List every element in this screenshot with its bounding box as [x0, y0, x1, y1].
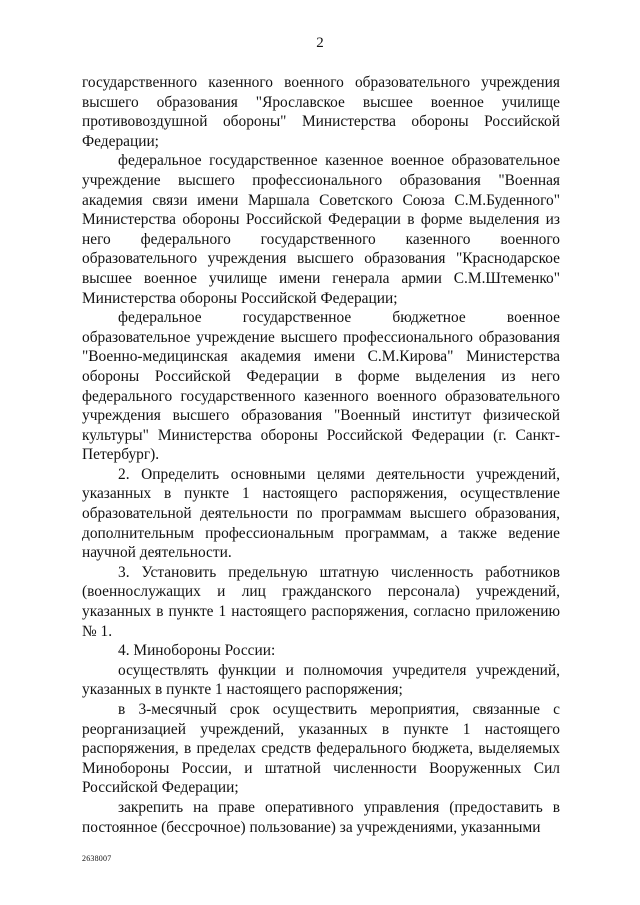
paragraph-8: в 3-месячный срок осуществить мероприятия, связанные с реорганизацией учреждений, указанных в пункте 1 настоящего распоряжения, в пределах средств федерального бюджета, выделяемых Минобороны России, и штатной численности Вооруженных Сил Российской Федерации; [82, 701, 560, 797]
paragraph-1: государственного казенного военного образовательного учреждения высшего образования "Ярославское высшее военное училище противовоздушной обороны" Министерства обороны Российской Федерации; [82, 74, 560, 150]
paragraph-9: закрепить на праве оперативного управления (предоставить в постоянное (бессрочное) пользование) за учреждениями, указанными [82, 798, 560, 836]
paragraph-4: 2. Определить основными целями деятельности учреждений, указанных в пункте 1 настоящего распоряжения, осуществление образовательной деятельности по программам высшего образования, дополнительным профессиональным программам, а также ведение научной деятельности. [82, 465, 560, 562]
document-body [82, 73, 560, 837]
paragraph-6: 4. Минобороны России: [118, 642, 276, 660]
paragraph-2: федеральное государственное казенное военное образовательное учреждение высшего профессионального образования "Военная академия связи имени Маршала Советского Союза С.М.Буденного" Министерства обороны Российской Федерации в форме выделения из него федерального государственного казенного военного образовательного учреждения высшего образования "Краснодарское высшее военное училище имени генерала армии С.М.Штеменко" Министерства обороны Российской Федерации; [82, 152, 560, 307]
page-number: 2 [316, 35, 324, 51]
paragraph-5: 3. Установить предельную штатную численность работников (военнослужащих и лиц гражданского персонала) учреждений, указанных в пункте 1 настоящего распоряжения, согласно приложению № 1. [82, 563, 560, 640]
paragraph-3: федеральное государственное бюджетное военное образовательное учреждение высшего профессионального образования "Военно-медицинская академия имени С.М.Кирова" Министерства обороны Российской Федерации в форме выделения из него федерального государственного казенного военного образовательного учреждения высшего образования "Военный институт физической культуры" Министерства обороны Российской Федерации (г. Санкт-Петербург). [82, 309, 560, 464]
document-code: 2638007 [82, 854, 112, 863]
paragraph-7: осуществлять функции и полномочия учредителя учреждений, указанных в пункте 1 настоящего распоряжения; [82, 661, 560, 699]
